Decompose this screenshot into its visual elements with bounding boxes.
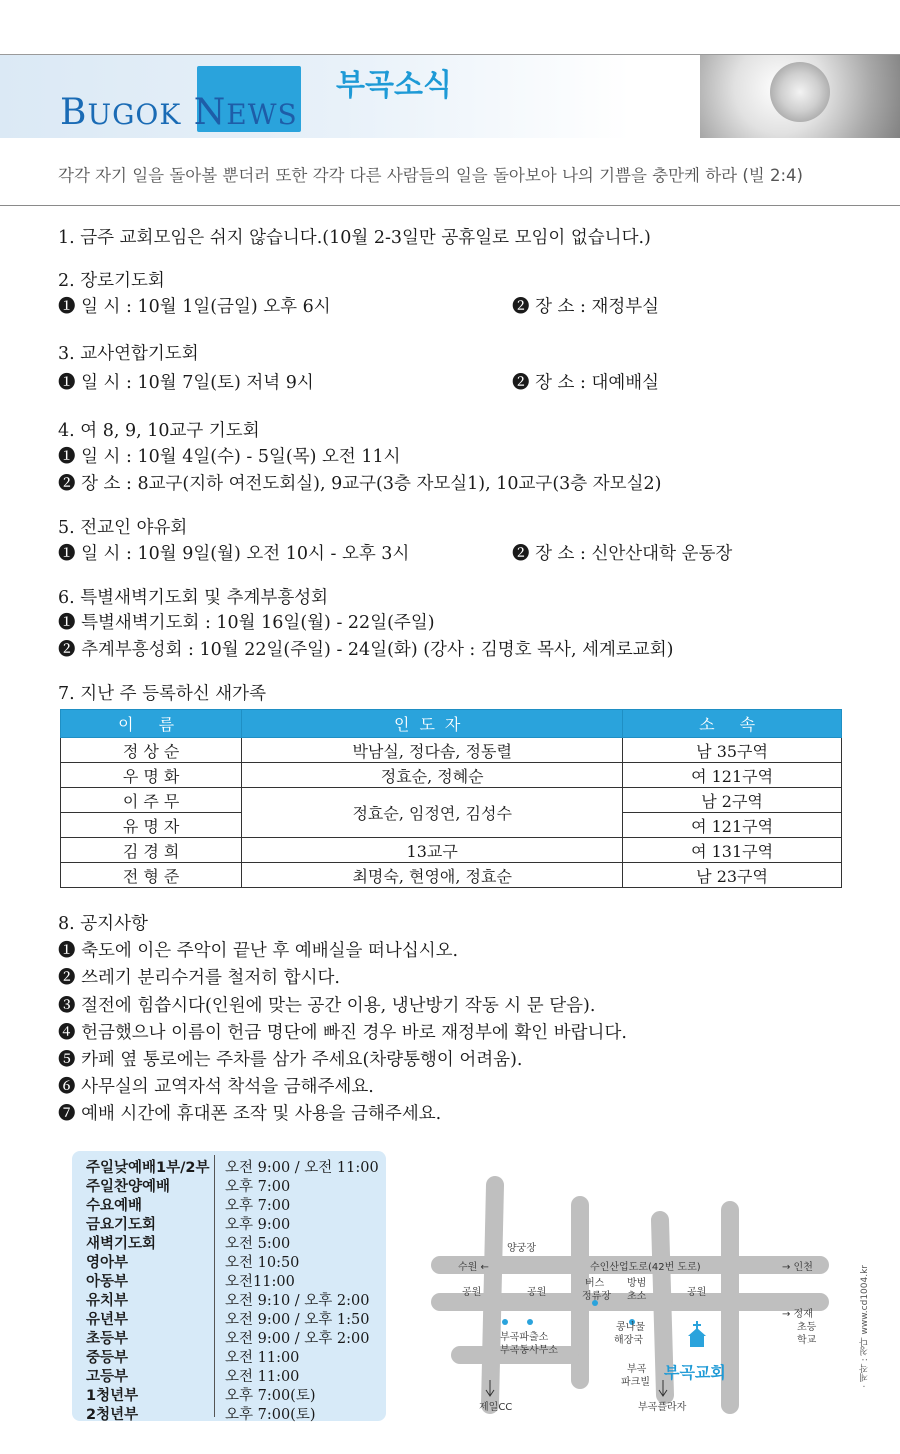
map-label-bean-1: 콩나물	[616, 1322, 645, 1333]
new-family-table	[60, 709, 842, 888]
cell-leader: 박남실, 정다솜, 정동렬	[242, 738, 623, 763]
cell-name: 김 경 희	[61, 838, 242, 863]
table-header-row	[61, 710, 842, 738]
item-8-heading: 8. 공지사항	[58, 914, 148, 934]
schedule-service-name: 중등부	[86, 1350, 129, 1366]
notice-5: ❺ 카페 옆 통로에는 주차를 삼가 주세요(차량통행이 어려움).	[58, 1050, 523, 1070]
cell-leader: 최명숙, 현영애, 정효순	[242, 863, 623, 888]
schedule-service-time: 오전 9:00 / 오후 2:00	[225, 1331, 370, 1347]
schedule-service-name: 주일낮예배1부/2부	[86, 1160, 210, 1176]
schedule-row	[86, 1384, 316, 1405]
map-label-yanggungjang: 양궁장	[507, 1243, 536, 1254]
map-label-jeil: 제일CC	[479, 1402, 513, 1413]
schedule-row	[86, 1175, 291, 1196]
item-7-heading: 7. 지난 주 등록하신 새가족	[58, 684, 266, 704]
cell-group: 남 23구역	[623, 863, 842, 888]
schedule-service-name: 2청년부	[86, 1407, 139, 1423]
item-3-time: ❶ 일 시 : 10월 7일(토) 저녁 9시	[58, 373, 314, 393]
schedule-row	[86, 1251, 300, 1272]
item-4-heading: 4. 여 8, 9, 10교구 기도회	[58, 421, 260, 441]
cell-group: 남 2구역	[623, 788, 842, 813]
schedule-service-time: 오전 11:00	[225, 1350, 300, 1366]
map-label-suwon: 수원 ←	[458, 1262, 489, 1273]
schedule-row	[86, 1308, 370, 1329]
column-header-name: 이 름	[61, 710, 242, 738]
notice-6: ❻ 사무실의 교역자석 착석을 금해주세요.	[58, 1077, 374, 1097]
map-label-park-2: 공원	[527, 1287, 547, 1298]
map-label-guard-2: 초소	[627, 1291, 647, 1302]
item-2-time: ❶ 일 시 : 10월 1일(금일) 오후 6시	[58, 297, 331, 317]
cell-name: 정 상 순	[61, 738, 242, 763]
cell-name: 전 형 준	[61, 863, 242, 888]
schedule-service-name: 금요기도회	[86, 1217, 157, 1233]
schedule-service-time: 오전11:00	[225, 1274, 295, 1290]
schedule-service-time: 오후 7:00(토)	[225, 1388, 316, 1404]
item-6-revival: ❷ 추계부흥성회 : 10월 22일(주일) - 24일(화) (강사 : 김명호 목사, 세계로교회)	[58, 640, 674, 660]
schedule-service-time: 오전 9:10 / 오후 2:00	[225, 1293, 370, 1309]
header-divider	[0, 205, 900, 206]
schedule-service-time: 오전 5:00	[225, 1236, 291, 1252]
item-3-place: ❷ 장 소 : 대예배실	[512, 373, 660, 393]
item-3-heading: 3. 교사연합기도회	[58, 344, 199, 364]
cell-leader: 정효순, 정혜순	[242, 763, 623, 788]
schedule-row	[86, 1327, 370, 1348]
map-label-bus-1: 버스	[585, 1278, 605, 1289]
schedule-service-time: 오후 7:00(토)	[225, 1407, 316, 1423]
map-label-bean-2: 해장국	[614, 1335, 643, 1346]
schedule-divider	[214, 1155, 215, 1417]
item-6-heading: 6. 특별새벽기도회 및 추계부흥성회	[58, 588, 329, 608]
item-4-time: ❶ 일 시 : 10월 4일(수) - 5일(목) 오전 11시	[58, 447, 401, 467]
item-2-place: ❷ 장 소 : 재정부실	[512, 297, 660, 317]
cell-name: 우 명 화	[61, 763, 242, 788]
map-label-jeongjae-1: → 정재	[782, 1309, 813, 1320]
cell-leader: 정효순, 임정연, 김성수	[242, 788, 623, 838]
column-header-group: 소 속	[623, 710, 842, 738]
table-row	[61, 763, 842, 788]
schedule-service-name: 초등부	[86, 1331, 129, 1347]
cell-group: 여 121구역	[623, 813, 842, 838]
item-1: 1. 금주 교회모임은 쉬지 않습니다.(10월 2-3일만 공휴일로 모임이 없습니다.)	[58, 228, 651, 248]
schedule-row	[86, 1213, 291, 1234]
map-police-dot	[502, 1319, 508, 1325]
schedule-service-time: 오전 9:00 / 오후 1:50	[225, 1312, 370, 1328]
map-credit: · 제작 : 청다 www.cd1004.kr	[860, 1265, 870, 1388]
map-label-office: 부곡동사무소	[500, 1345, 558, 1356]
map-label-guard-1: 방범	[627, 1278, 647, 1289]
schedule-service-time: 오전 11:00	[225, 1369, 300, 1385]
map-label-park-1: 공원	[462, 1287, 482, 1298]
item-4-place: ❷ 장 소 : 8교구(지하 여전도회실), 9교구(3층 자모실1), 10교구(3층 자모실2)	[58, 474, 662, 494]
schedule-service-name: 아동부	[86, 1274, 129, 1290]
item-2-heading: 2. 장로기도회	[58, 271, 165, 291]
cell-group: 여 131구역	[623, 838, 842, 863]
schedule-row	[86, 1156, 379, 1177]
schedule-service-name: 주일찬양예배	[86, 1179, 171, 1195]
cell-leader: 13교구	[242, 838, 623, 863]
table-row	[61, 838, 842, 863]
map-label-bus-2: 정류장	[582, 1291, 611, 1302]
column-header-leader: 인도자	[242, 710, 623, 738]
schedule-service-name: 1청년부	[86, 1388, 139, 1404]
map-label-park-3: 공원	[687, 1287, 707, 1298]
schedule-row	[86, 1232, 291, 1253]
schedule-service-name: 수요예배	[86, 1198, 143, 1214]
church-icon	[688, 1321, 706, 1347]
notice-2: ❷ 쓰레기 분리수거를 철저히 합시다.	[58, 968, 340, 988]
map-label-church: 부곡교회	[664, 1363, 726, 1382]
cell-group: 여 121구역	[623, 763, 842, 788]
item-5-heading: 5. 전교인 야유회	[58, 518, 188, 538]
notice-7: ❼ 예배 시간에 휴대폰 조작 및 사용을 금해주세요.	[58, 1104, 442, 1124]
map-label-plaza: 부곡플라자	[638, 1402, 687, 1413]
header-photo-detail	[770, 62, 830, 122]
schedule-row	[86, 1289, 370, 1310]
map-label-parkvilla-2: 파크빌	[621, 1377, 650, 1388]
schedule-row	[86, 1403, 316, 1424]
table-row	[61, 863, 842, 888]
map-office-dot	[527, 1319, 533, 1325]
schedule-service-time: 오후 9:00	[225, 1217, 291, 1233]
schedule-service-time: 오전 10:50	[225, 1255, 300, 1271]
cell-name: 이 주 무	[61, 788, 242, 813]
cell-name: 유 명 자	[61, 813, 242, 838]
schedule-row	[86, 1365, 300, 1386]
schedule-service-time: 오전 9:00 / 오전 11:00	[225, 1160, 379, 1176]
schedule-row	[86, 1270, 295, 1291]
cell-group: 남 35구역	[623, 738, 842, 763]
page-title: 부곡소식	[336, 68, 452, 103]
map-label-road: 수인산업도로(42번 도로)	[590, 1262, 701, 1273]
bible-verse: 각각 자기 일을 돌아볼 뿐더러 또한 각각 다른 사람들의 일을 돌아보아 나의 기쁨을 충만케 하라 (빌 2:4)	[58, 166, 803, 185]
notice-3: ❸ 절전에 힘씁시다(인원에 맞는 공간 이용, 냉난방기 작동 시 문 닫음).	[58, 996, 596, 1016]
map-label-parkvilla-1: 부곡	[627, 1364, 647, 1375]
notice-4: ❹ 헌금했으나 이름이 헌금 명단에 빠진 경우 바로 재정부에 확인 바랍니다.	[58, 1023, 627, 1043]
map-label-incheon: → 인천	[782, 1262, 813, 1273]
table-row	[61, 738, 842, 763]
item-5-time: ❶ 일 시 : 10월 9일(월) 오전 10시 - 오후 3시	[58, 544, 410, 564]
map-road-west	[490, 1185, 495, 1405]
item-5-place: ❷ 장 소 : 신안산대학 운동장	[512, 544, 733, 564]
notice-1: ❶ 축도에 이은 주악이 끝난 후 예배실을 떠나십시오.	[58, 941, 459, 961]
schedule-service-time: 오후 7:00	[225, 1198, 291, 1214]
table-row	[61, 788, 842, 813]
map-label-jeongjae-3: 학교	[797, 1335, 817, 1346]
schedule-service-name: 고등부	[86, 1369, 129, 1385]
schedule-service-name: 새벽기도회	[86, 1236, 157, 1252]
item-6-dawn-prayer: ❶ 특별새벽기도회 : 10월 16일(월) - 22일(주일)	[58, 613, 435, 633]
schedule-service-name: 영아부	[86, 1255, 129, 1271]
schedule-row	[86, 1346, 300, 1367]
map-label-jeongjae-2: 초등	[797, 1322, 817, 1333]
schedule-service-name: 유치부	[86, 1293, 129, 1309]
schedule-service-name: 유년부	[86, 1312, 129, 1328]
bugok-news-logo: BUGOK NEWS	[60, 92, 298, 133]
map-label-police: 부곡파출소	[500, 1332, 549, 1343]
schedule-service-time: 오후 7:00	[225, 1179, 291, 1195]
schedule-row	[86, 1194, 291, 1215]
